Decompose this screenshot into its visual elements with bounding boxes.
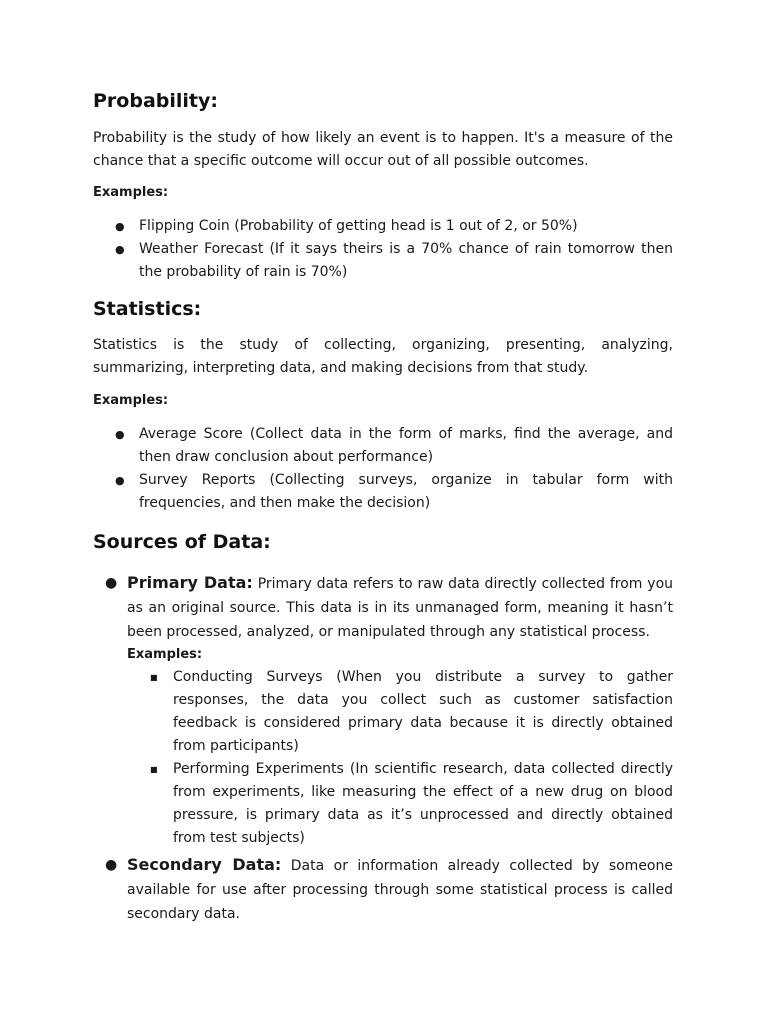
square-bullet-icon: ■ bbox=[150, 673, 158, 682]
probability-example-1: ● Flipping Coin (Probability of getting head is 1 out of 2, or 50%) bbox=[139, 215, 673, 238]
bullet-icon: ● bbox=[105, 575, 118, 591]
secondary-data-item bbox=[105, 853, 673, 926]
primary-example-1: ■ Conducting Surveys (When you distribute a survey to gather responses, the data you collect such as customer satisfaction feedback is considered primary data because it is directly obtained from participants) bbox=[173, 666, 673, 758]
bullet-icon: ● bbox=[105, 857, 118, 873]
primary-data-item bbox=[105, 571, 674, 644]
square-bullet-icon: ■ bbox=[150, 765, 158, 774]
secondary-data-label: Secondary Data: bbox=[127, 855, 282, 874]
primary-data-label: Primary Data: bbox=[127, 573, 253, 592]
primary-example-2: ■ Performing Experiments (In scientific research, data collected directly from experiments, like measuring the effect of a new drug on blood pressure, is primary data as it’s unprocessed and directly obtained from test subjects) bbox=[173, 758, 673, 850]
statistics-examples-label: Examples: bbox=[93, 393, 169, 408]
bullet-icon: ● bbox=[115, 243, 125, 256]
statistics-example-2: ● Survey Reports (Collecting surveys, organize in tabular form with frequencies, and then make the decision) bbox=[139, 469, 673, 515]
statistics-definition: Statistics is the study of collecting, organizing, presenting, analyzing, summarizing, interpreting data, and making decisions from that study. bbox=[93, 337, 673, 376]
secondary-data-text: Data or information already collected by someone available for use after processing through some statistical process is called secondary data. bbox=[127, 858, 673, 922]
statistics-heading: Statistics: bbox=[93, 298, 202, 320]
sources-heading: Sources of Data: bbox=[93, 531, 271, 553]
probability-heading: Probability: bbox=[93, 90, 218, 112]
bullet-icon: ● bbox=[115, 474, 125, 487]
probability-example-2: ● Weather Forecast (If it says theirs is a 70% chance of rain tomorrow then the probability of rain is 70%) bbox=[139, 238, 673, 284]
primary-examples-label: Examples: bbox=[127, 647, 203, 662]
bullet-icon: ● bbox=[115, 220, 125, 233]
bullet-icon: ● bbox=[115, 428, 125, 441]
primary-data-text: Primary data refers to raw data directly collected from you as an original source. This data is in its unmanaged form, meaning it hasn’t been processed, analyzed, or manipulated through any statistical process. bbox=[127, 576, 674, 640]
probability-examples-label: Examples: bbox=[93, 185, 169, 200]
probability-definition: Probability is the study of how likely an event is to happen. It's a measure of the chance that a specific outcome will occur out of all possible outcomes. bbox=[93, 130, 673, 169]
statistics-example-1: ● Average Score (Collect data in the form of marks, find the average, and then draw conclusion about performance) bbox=[139, 423, 673, 469]
